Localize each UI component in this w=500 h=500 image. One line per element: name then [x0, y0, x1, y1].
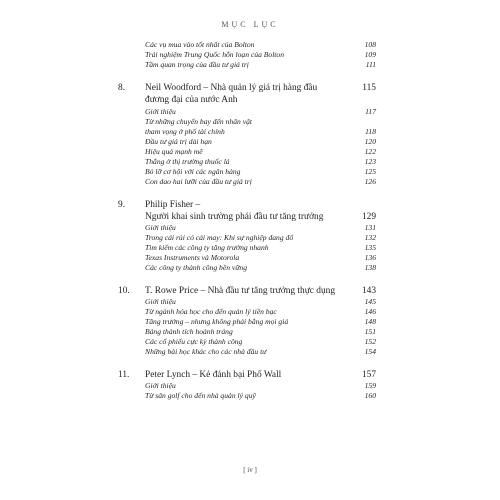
toc-entry — [118, 117, 376, 127]
toc-entry — [118, 381, 376, 391]
toc-entry-text: Giới thiệu — [145, 297, 176, 306]
toc-entry — [118, 253, 376, 263]
toc-entry-text: Tăng trưởng – nhưng không phải bằng mọi giá — [145, 317, 289, 326]
toc-entry — [118, 391, 376, 401]
toc-entry — [118, 243, 376, 253]
toc-entry — [118, 167, 376, 177]
toc-entry — [118, 107, 376, 117]
chapter-page: 157 — [361, 370, 376, 380]
toc-entry-page: 152 — [364, 337, 376, 346]
toc-entry — [118, 327, 376, 337]
toc-entry-page: 159 — [364, 381, 376, 390]
chapter-heading — [118, 82, 376, 94]
toc-entry-page: 135 — [364, 243, 376, 252]
toc-entry-text: Hiệu quả mạnh mẽ — [145, 147, 203, 156]
toc-entry — [118, 263, 376, 273]
toc-entry-page: 123 — [364, 157, 376, 166]
toc-entry-text: Giới thiệu — [145, 223, 176, 232]
toc-entry-text: Trải nghiệm Trung Quốc hỗn loạn của Bolton — [145, 50, 285, 59]
toc-entry — [118, 337, 376, 347]
chapter-title: Neil Woodford – Nhà quản lý giá trị hàng đầu — [145, 83, 318, 93]
toc-entry-page: 122 — [364, 147, 376, 156]
table-of-contents — [118, 40, 376, 401]
toc-entry — [118, 233, 376, 243]
chapter-heading — [118, 199, 376, 211]
toc-entry-text: Các vụ mua vào tốt nhất của Bolton — [145, 40, 255, 49]
toc-chapter-8 — [118, 82, 376, 187]
toc-entry-page: 136 — [364, 253, 376, 262]
toc-entry-text: Từ ngành hóa học cho đến quản lý tiền bạc — [145, 307, 277, 316]
toc-top-entries — [118, 40, 376, 70]
toc-entry-text: Tìm kiếm các công ty tăng trưởng nhanh — [145, 243, 269, 252]
chapter-title-continued: đương đại của nước Anh — [145, 95, 238, 105]
toc-entry-page: 151 — [364, 327, 376, 336]
toc-entry — [118, 50, 376, 60]
toc-entry-text: tham vọng ở phố tài chính — [145, 127, 225, 136]
chapter-number: 10. — [118, 286, 130, 296]
toc-entry-text: Bảng thành tích hoành tráng — [145, 327, 233, 336]
toc-entry — [118, 177, 376, 187]
toc-entry-page: 125 — [364, 167, 376, 176]
toc-entry-text: Texas Instruments và Motorola — [145, 253, 240, 262]
toc-entry — [118, 223, 376, 233]
toc-entry — [118, 147, 376, 157]
toc-entry-text: Giới thiệu — [145, 381, 176, 390]
toc-entry-page: 145 — [364, 297, 376, 306]
chapter-heading-line2 — [118, 211, 376, 223]
toc-entry-page: 160 — [364, 391, 376, 400]
toc-entry — [118, 157, 376, 167]
toc-entry-page: 111 — [365, 60, 376, 69]
page-number-footer: [ iv ] — [243, 466, 257, 474]
toc-entry-page: 117 — [365, 107, 376, 116]
toc-entry-text: Bỏ lỡ cơ hội với các ngân hàng — [145, 167, 241, 176]
toc-entry-text: Các công ty thành công bền vững — [145, 263, 247, 272]
chapter-title-continued: Người khai sinh trường phái đầu tư tăng trưởng — [145, 212, 324, 222]
toc-entry-text: Tầm quan trọng của đầu tư giá trị — [145, 60, 249, 69]
toc-entry — [118, 297, 376, 307]
toc-entry-page: 138 — [364, 263, 376, 272]
toc-entry-text: Các cổ phiếu cực kỳ thành công — [145, 337, 243, 346]
chapter-heading — [118, 285, 376, 297]
toc-entry-text: Giới thiệu — [145, 107, 176, 116]
chapter-page: 143 — [361, 286, 376, 296]
toc-entry-page: 154 — [364, 347, 376, 356]
chapter-page: 129 — [361, 212, 376, 222]
toc-entry-page: 146 — [364, 307, 376, 316]
toc-entry-text: Những bài học khác cho các nhà đầu tư — [145, 347, 267, 356]
toc-entry-page: 120 — [364, 137, 376, 146]
toc-entry — [118, 60, 376, 70]
toc-chapter-9 — [118, 199, 376, 273]
toc-entry — [118, 347, 376, 357]
page-header-title: MỤC LỤC — [221, 20, 279, 29]
toc-entry — [118, 307, 376, 317]
toc-entry-page: 132 — [364, 233, 376, 242]
chapter-number: 9. — [118, 200, 126, 210]
toc-chapter-10 — [118, 285, 376, 357]
chapter-title: Philip Fisher – — [145, 200, 201, 210]
toc-entry — [118, 127, 376, 137]
toc-entry-text: Từ sân golf cho đến nhà quản lý quỹ — [145, 391, 256, 400]
chapter-heading — [118, 369, 376, 381]
toc-entry-text: Đầu tư giá trị dài hạn — [145, 137, 212, 146]
toc-entry-page: 109 — [364, 50, 376, 59]
toc-entry-text: Trong cái rủi có cái may: Khi sự nghiệp đang đổ — [145, 233, 294, 242]
chapter-page: 115 — [362, 83, 376, 93]
toc-entry — [118, 137, 376, 147]
toc-entry-page: 118 — [365, 127, 376, 136]
toc-entry-text: Từ những chuyến bay đến nhân vật — [145, 117, 252, 126]
toc-entry-page: 108 — [364, 40, 376, 49]
toc-entry — [118, 40, 376, 50]
chapter-title: Peter Lynch – Kẻ đánh bại Phố Wall — [145, 370, 282, 380]
toc-entry — [118, 317, 376, 327]
chapter-number: 8. — [118, 83, 126, 93]
toc-entry-page: 131 — [364, 223, 376, 232]
toc-entry-text: Thắng ở thị trường thuốc lá — [145, 157, 230, 166]
toc-chapter-11 — [118, 369, 376, 401]
toc-entry-page: 126 — [364, 177, 376, 186]
toc-entry-page: 148 — [364, 317, 376, 326]
chapter-title: T. Rowe Price – Nhà đầu tư tăng trưởng thực dụng — [145, 286, 336, 296]
chapter-number: 11. — [118, 370, 130, 380]
toc-entry-text: Con dao hai lưỡi của đầu tư giá trị — [145, 177, 252, 186]
